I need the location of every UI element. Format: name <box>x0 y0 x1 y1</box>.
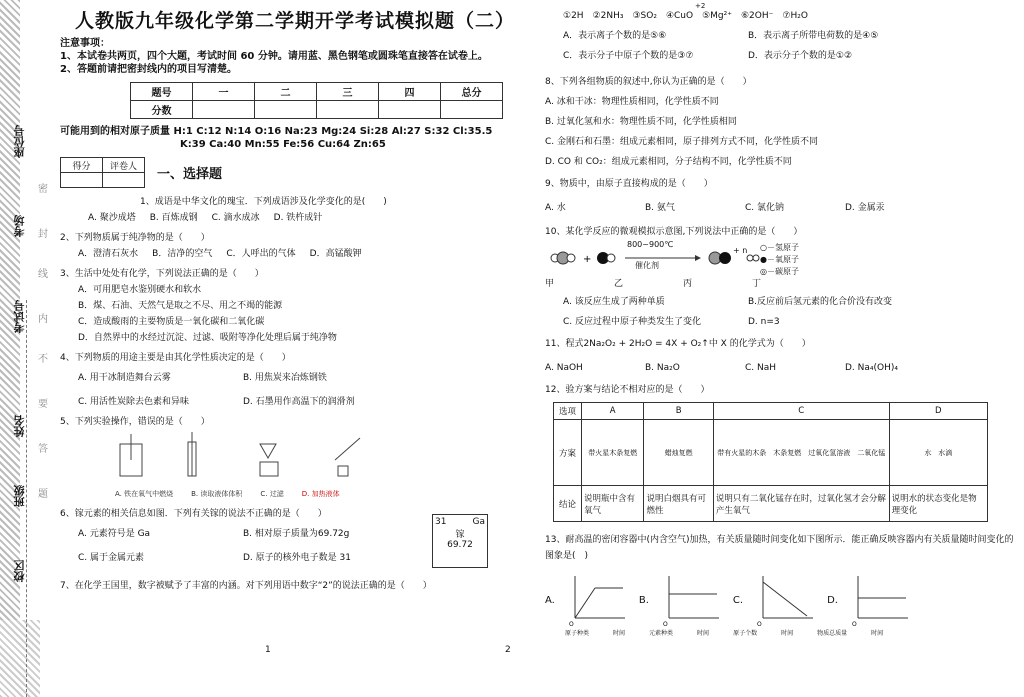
option[interactable]: D. Na₄(OH)₄ <box>845 363 898 373</box>
option[interactable]: B. 读取液体体积 <box>191 490 243 498</box>
score-cell[interactable] <box>255 101 317 119</box>
option[interactable]: D. CO 和 CO₂：组成元素相同，分子结构不同，化学性质不同 <box>545 157 792 167</box>
graph-ylabel: 原子个数 <box>733 630 758 637</box>
graph-xlabel: 时间 <box>871 630 884 637</box>
option[interactable]: D. 金属汞 <box>845 203 885 213</box>
seal-word: 答 <box>38 444 48 455</box>
product-label: 丙 <box>683 279 693 289</box>
legend-item: ○－氢原子 <box>760 243 799 252</box>
graph-ylabel: 物质总质量 <box>817 630 848 637</box>
option[interactable]: A. NaOH <box>545 363 583 373</box>
option[interactable]: B. 过氧化氢和水：物理性质不同，化学性质相同 <box>545 117 737 127</box>
option[interactable]: B. 用焦炭来冶炼钢铁 <box>243 373 327 383</box>
option[interactable]: D. n=3 <box>748 317 780 327</box>
grader-reviewer-label: 评卷人 <box>103 158 145 173</box>
atomic-masses-line1: 可能用到的相对原子质量 H:1 C:12 N:14 O:16 Na:23 Mg:24 Si:28 Al:27 S:32 Cl:35.5 <box>60 126 493 137</box>
exam-title: 人教版九年级化学第二学期开学考试模拟题（二） <box>74 10 515 32</box>
conclusion-cell: 说明只有二氧化锰存在时，过氧化氢才会分解产生氧气 <box>713 486 889 522</box>
seal-word: 内 <box>38 314 48 325</box>
option[interactable]: A. 冰和干冰：物理性质相同，化学性质不同 <box>545 97 719 107</box>
atomic-number: 31 <box>435 517 447 527</box>
option[interactable]: C. 过滤 <box>260 490 284 498</box>
option[interactable]: A. 水 <box>545 203 566 213</box>
question-8: 8、下列各组物质的叙述中,你认为正确的是（ ） <box>545 77 752 87</box>
graph-label: B. <box>638 594 649 606</box>
reactant-label: 乙 <box>614 279 624 289</box>
gallium-element-card <box>432 514 488 568</box>
option[interactable]: A．澄清石灰水 <box>78 249 139 259</box>
atom-legend <box>760 242 799 278</box>
graph-option-c[interactable] <box>733 572 815 628</box>
option[interactable]: B．煤、石油、天然气是取之不尽、用之不竭的能源 <box>78 301 283 311</box>
score-header: 总分 <box>441 83 503 101</box>
seal-word: 题 <box>38 489 48 500</box>
option[interactable]: B．洁净的空气 <box>152 249 213 259</box>
score-cell[interactable] <box>379 101 441 119</box>
option[interactable]: C. NaH <box>745 363 777 373</box>
table-header: A <box>582 403 644 420</box>
experiment-table <box>553 402 988 522</box>
seat-label: 座位号 <box>13 125 26 158</box>
reaction-diagram <box>545 242 1015 292</box>
graph-d <box>840 572 910 628</box>
lab-operations-figure <box>110 430 410 490</box>
graph-option-d[interactable] <box>827 572 910 628</box>
score-table <box>130 82 503 119</box>
table-header: C <box>713 403 889 420</box>
grader-cell[interactable] <box>61 173 103 188</box>
svg-text:O: O <box>757 621 762 628</box>
seal-word: 要 <box>38 399 48 410</box>
option[interactable]: D. 石墨用作高温下的润滑剂 <box>243 397 355 407</box>
option[interactable]: D．表示分子个数的是①② <box>748 51 853 61</box>
table-header: 选项 <box>554 403 582 420</box>
option[interactable]: D. 加热液体 <box>301 490 340 498</box>
graph-xlabel: 时间 <box>613 630 626 637</box>
option[interactable]: B. Na₂O <box>645 363 680 373</box>
score-header: 二 <box>255 83 317 101</box>
name-label: 姓名 <box>13 415 26 437</box>
seal-word: 封 <box>38 229 48 240</box>
school-label: 校区 <box>13 560 26 582</box>
conclusion-cell: 说明白烟具有可燃性 <box>644 486 713 522</box>
question-13: 13、耐高温的密闭容器中(内含空气)加热，有关质量随时间变化如下图所示．能正确反映容器内有关质量随时间变化的图象是( ) <box>545 535 1014 561</box>
graph-xlabel: 时间 <box>697 630 710 637</box>
question-6: 6、镓元素的相关信息如图．下列有关镓的说法不正确的是（ ） <box>60 509 327 519</box>
question-9: 9、物质中，由原子直接构成的是（ ） <box>545 179 713 189</box>
score-cell[interactable] <box>441 101 503 119</box>
exam-no-label: 考试号 <box>13 300 26 333</box>
element-symbol: Ga <box>472 517 485 527</box>
option[interactable]: C．人呼出的气体 <box>226 249 296 259</box>
graph-ylabel: 元素种类 <box>649 630 674 637</box>
plan-cell: 水 水滴 <box>889 420 987 486</box>
option[interactable]: C. 氯化钠 <box>745 203 785 213</box>
option[interactable]: C. 金刚石和石墨：组成元素相同，原子排列方式不同，化学性质不同 <box>545 137 819 147</box>
question-5: 5、下列实验操作，错误的是（ ） <box>60 417 210 427</box>
svg-text:+: + <box>583 254 592 265</box>
question-4: 4、下列物质的用途主要是由其化学性质决定的是（ ） <box>60 353 291 363</box>
seal-word: 不 <box>38 354 48 365</box>
conclusion-cell: 说明水的状态变化是物理变化 <box>889 486 987 522</box>
option[interactable]: A. 该反应生成了两种单质 <box>563 297 665 307</box>
legend-item: ●－氧原子 <box>760 255 799 264</box>
option[interactable]: C. 滴水成冰 <box>211 213 260 223</box>
plan-cell: 带火星木条复燃 <box>582 420 644 486</box>
room-label: 考场 <box>13 215 26 237</box>
reactant-label: 甲 <box>545 279 555 289</box>
question-10: 10、某化学反应的微观模拟示意图,下列说法中正确的是（ ） <box>545 227 803 237</box>
svg-text:O: O <box>568 621 574 628</box>
option[interactable]: D．高锰酸钾 <box>309 249 362 259</box>
score-cell[interactable] <box>193 101 255 119</box>
question-12: 12、验方案与结论不相对应的是（ ） <box>545 385 710 395</box>
page-1: 人教版九年级化学第二学期开学考试模拟题（二） 注意事项： 1、本试卷共两页，四个大题，考试时间 60 分钟。请用蓝、黑色钢笔或圆珠笔直接答在试卷上。 2、答题前请把密封线内的项目写清楚。 题号 一 二 三 四 总分 分数 可能用到的相对原子质量 H:1 C:12 N:14 O:16 Na:23 Mg:24 Si:28 Al:27 S:32 Cl:35.5 K:39 Ca:40 Mn:55 Fe:56 Cu:64 Zn:65 得分 评卷人 一、选择题 1、成语是中华文化的瑰宝．下列成语涉及化学变化的是( ) A. 聚沙成塔 B. 百炼成钢 C. 滴水成冰 D. 铁杵成针 2、下列物质属于纯净物的是（ ） A．澄清石灰水 B．洁净的空气 C．人呼出的气体 D．高锰酸钾 3、生活中处处有化学，下列说法正确的是（ ） A．可用肥皂水鉴别硬水和软水 B．煤、石油、天然气是取之不尽、用之不竭的能源 C．造成酸雨的主要物质是一氧化碳和二氧化碳 D．自然界中的水经过沉淀、过滤、吸附等净化处理后属于纯净物 4、下列物质的用途主要是由其化学性质决定的是（ ） A. 用干冰制造舞台云雾 B. 用焦炭来冶炼钢铁 C. 用活性炭除去色素和异味 D. 石墨用作高温下的润滑剂 5、下列实验操作，错误的是（ ） A. 铁在氧气中燃烧 B. 读取液体体积 C. 过滤 D. 加热液体 6、镓元素的相关信息如图．下列有关镓的说法不正确的是（ ） A. 元素符号是 Ga B. 相对原子质量为69.72g C. 属于金属元素 D. 原子的核外电子数是 31 31 Ga 镓 69.72 7、在化学王国里，数字被赋予了丰富的内涵。对下列用语中数字“2”的说法正确的是（ ） 1 <box>60 0 530 592</box>
option[interactable]: A．可用肥皂水鉴别硬水和软水 <box>78 285 202 295</box>
graph-c <box>745 572 815 628</box>
graph-option-a[interactable] <box>545 572 627 628</box>
n-coefficient: + n <box>733 246 748 255</box>
svg-text:O: O <box>851 621 857 628</box>
score-header: 题号 <box>131 83 193 101</box>
seal-line <box>26 300 38 697</box>
graph-b <box>651 572 721 628</box>
score-cell[interactable] <box>317 101 379 119</box>
option[interactable]: D．自然界中的水经过沉淀、过滤、吸附等净化处理后属于纯净物 <box>78 333 337 343</box>
graph-label: C. <box>732 594 744 606</box>
question-11: 11、程式2Na₂O₂ + 2H₂O = 4X + O₂↑中 X 的化学式为（ ） <box>545 339 811 349</box>
q7-items: ①2H ②2NH₃ ③SO₂ ④CuO ⑤Mg²⁺ ⑥2OH⁻ ⑦H₂O <box>563 11 808 21</box>
note-item: 1、本试卷共两页，四个大题，考试时间 60 分钟。请用蓝、黑色钢笔或圆珠笔直接答在试卷上。 <box>60 51 488 62</box>
graph-axis-labels <box>565 628 1015 637</box>
option[interactable]: A. 聚沙成塔 <box>88 213 136 223</box>
reaction-catalyst: 催化剂 <box>635 261 659 270</box>
row-label: 方案 <box>554 420 582 486</box>
page-2: +2 ①2H ②2NH₃ ③SO₂ ④CuO ⑤Mg²⁺ ⑥2OH⁻ ⑦H₂O A．表示离子个数的是⑤⑥ B．表示离子所带电荷数的是④⑤ C．表示分子中原子个数的是③⑦ D．表示分子个数的是①② 8、下列各组物质的叙述中,你认为正确的是（ ） A. 冰和干冰：物理性质相同，化学性质不同 B. 过氧化氢和水：物理性质不同，化学性质相同 C. 金刚石和石墨：组成元素相同，原子排列方式不同，化学性质不同 D. CO 和 CO₂：组成元素相同，分子结构不同，化学性质不同 9、物质中，由原子直接构成的是（ ） A. 水 B. 氨气 C. 氯化钠 D. 金属汞 10、某化学反应的微观模拟示意图,下列说法中正确的是（ ） + 800~900℃ 催化剂 + n 甲 乙 丙 丁 ○－氢原子 ●－氧原子 ◎－碳原子 A. 该反应生成了两种单质 B.反应前后氢元素的化合价没有改变 C. 反应过程中原子种类发生了变化 D. n=3 11、程式2Na₂O₂ + 2H₂O = 4X + O₂↑中 X 的化学式为（ ） A. NaOH B. Na₂O C. NaH D. Na₄(OH)₄ 12、验方案与结论不相对应的是（ ） 选项 A B C D 方案 带火星木条复燃 蜡烛复燃 带有火星的木条 木条复燃 过氧化氢溶液 二氧化锰 水 水滴 结论 说明瓶中含有氧气 说明白烟具有可燃性 说明只有二氧化锰存在时，过氧化氢才会分解产生氧气 说明水的状态变化是物理变化 13、耐高温的密闭容器中(内含空气)加热，有关质量随时间变化如下图所示．能正确反映容器内有关质量随时间变化的图象是( ) A. O B. O C. O D. O 原子种类 时间 元素种类 时间 原子个数 时间 物质总质量 时间 2 <box>505 2 1014 655</box>
option[interactable]: A．表示离子个数的是⑤⑥ <box>563 31 667 41</box>
question-1: 1、成语是中华文化的瑰宝．下列成语涉及化学变化的是( ) <box>140 197 387 207</box>
plan-cell: 蜡烛复燃 <box>644 420 713 486</box>
option[interactable]: A. 用干冰制造舞台云雾 <box>78 373 171 383</box>
plan-cell: 带有火星的木条 木条复燃 过氧化氢溶液 二氧化锰 <box>713 420 889 486</box>
option[interactable]: A. 元素符号是 Ga <box>78 529 151 539</box>
legend-item: ◎－碳原子 <box>760 267 799 276</box>
graph-ylabel: 原子种类 <box>565 630 590 637</box>
option[interactable]: C．表示分子中原子个数的是③⑦ <box>563 51 694 61</box>
element-name: 镓 <box>455 530 465 540</box>
option[interactable]: C. 用活性炭除去色素和异味 <box>78 397 190 407</box>
graph-label: D. <box>827 594 838 606</box>
option[interactable]: A. 铁在氧气中燃烧 <box>115 490 174 498</box>
grader-score-label: 得分 <box>61 158 103 173</box>
note-item: 2、答题前请把密封线内的项目写清楚。 <box>60 64 237 75</box>
grader-box <box>60 157 145 188</box>
graph-xlabel: 时间 <box>781 630 794 637</box>
seal-word: 密 <box>38 184 48 195</box>
option[interactable]: C．造成酸雨的主要物质是一氧化碳和二氧化碳 <box>78 317 265 327</box>
table-header: B <box>644 403 713 420</box>
score-label: 分数 <box>131 101 193 119</box>
notes-heading: 注意事项： <box>60 38 110 49</box>
option[interactable]: B. 相对原子质量为69.72g <box>243 529 350 539</box>
binding-stripe <box>0 0 20 697</box>
option[interactable]: B．表示离子所带电荷数的是④⑤ <box>748 31 879 41</box>
svg-text:O: O <box>662 621 668 628</box>
score-header: 四 <box>379 83 441 101</box>
option[interactable]: B. 百炼成钢 <box>149 213 198 223</box>
question-7: 7、在化学王国里，数字被赋予了丰富的内涵。对下列用语中数字“2”的说法正确的是（ ） <box>60 581 432 591</box>
option[interactable]: B.反应前后氢元素的化合价没有改变 <box>748 297 893 307</box>
option[interactable]: C. 属于金属元素 <box>78 553 145 563</box>
score-header: 三 <box>317 83 379 101</box>
q13-graphs <box>545 572 1015 628</box>
charge-superscript: +2 <box>695 2 706 10</box>
class-label: 班级 <box>13 485 26 507</box>
question-3: 3、生活中处处有化学，下列说法正确的是（ ） <box>60 269 264 279</box>
reaction-condition: 800~900℃ <box>627 240 674 249</box>
section-title: 一、选择题 <box>157 167 223 182</box>
graph-a <box>557 572 627 628</box>
product-label: 丁 <box>752 279 762 289</box>
option[interactable]: D. 原子的核外电子数是 31 <box>243 553 351 563</box>
question-2: 2、下列物质属于纯净物的是（ ） <box>60 233 210 243</box>
option[interactable]: C. 反应过程中原子种类发生了变化 <box>563 317 702 327</box>
option[interactable]: B. 氨气 <box>645 203 675 213</box>
atomic-masses-line2: K:39 Ca:40 Mn:55 Fe:56 Cu:64 Zn:65 <box>180 139 386 150</box>
score-header: 一 <box>193 83 255 101</box>
option[interactable]: D. 铁杵成针 <box>273 213 323 223</box>
graph-option-b[interactable] <box>639 572 721 628</box>
atomic-mass: 69.72 <box>447 540 473 550</box>
grader-cell[interactable] <box>103 173 145 188</box>
table-header: D <box>889 403 987 420</box>
seal-word: 线 <box>38 269 48 280</box>
conclusion-cell: 说明瓶中含有氧气 <box>582 486 644 522</box>
graph-label: A. <box>545 594 555 606</box>
row-label: 结论 <box>554 486 582 522</box>
